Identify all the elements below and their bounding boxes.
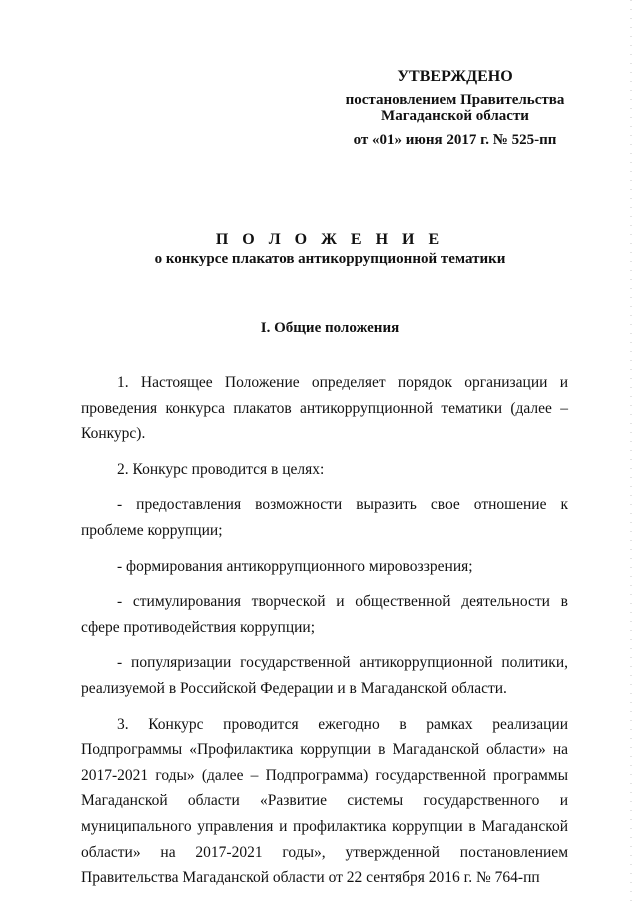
paragraph-6: - популяризации государственной антикоррупционной политики, реализуемой в Российской Федерации и в Магаданской области.	[81, 654, 568, 697]
approval-title: УТВЕРЖДЕНО	[397, 68, 513, 85]
approval-line-1: постановлением Правительства	[345, 92, 565, 108]
document-body	[81, 370, 568, 891]
approval-stamp	[335, 68, 575, 149]
paragraph-2: 2. Конкурс проводится в целях:	[117, 460, 325, 478]
approval-line-3: от «01» июня 2017 г. № 525-пп	[353, 132, 557, 148]
paragraph-5: - стимулирования творческой и общественной деятельности в сфере противодействия коррупции;	[81, 593, 568, 636]
scan-edge	[630, 0, 632, 905]
section-heading: I. Общие положения	[260, 320, 400, 336]
paragraph-1: 1. Настоящее Положение определяет порядок организации и проведения конкурса плакатов антикоррупционной тематики (далее – Конкурс).	[81, 374, 568, 443]
document-title: П О Л О Ж Е Н И Е	[215, 231, 445, 248]
document-subtitle: о конкурсе плакатов антикоррупционной тематики	[154, 251, 506, 267]
paragraph-4: - формирования антикоррупционного мировоззрения;	[117, 557, 473, 575]
paragraph-7: 3. Конкурс проводится ежегодно в рамках реализации Подпрограммы «Профилактика коррупции в Магаданской области» на 2017-2021 годы» (далее – Подпрограмма) государственной программы Магаданской области «Развитие системы государственного и муниципального управления и профилактика коррупции в Магаданской области» на 2017-2021 годы», утвержденной постановлением Правительства Магаданской области от 22 сентября 2016 г. № 764-пп	[81, 715, 568, 887]
paragraph-3: - предоставления возможности выразить свое отношение к проблеме коррупции;	[81, 496, 568, 539]
approval-line-2: Магаданской области	[381, 108, 529, 124]
